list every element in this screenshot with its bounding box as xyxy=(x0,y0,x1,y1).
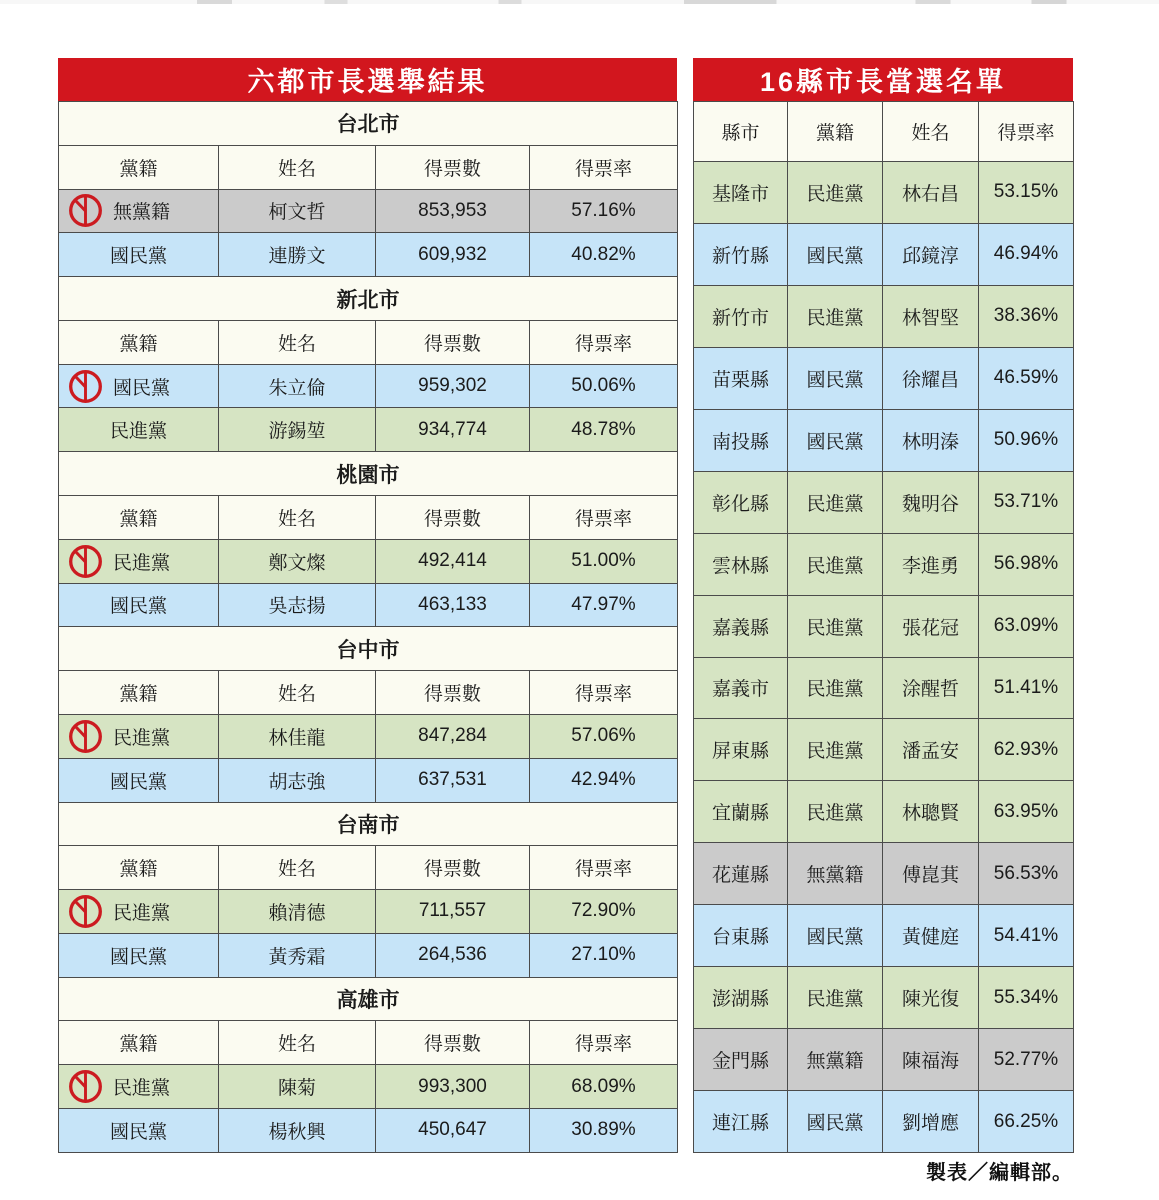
candidate-row xyxy=(59,714,678,758)
party-label: 國民黨 xyxy=(109,771,167,793)
vote-share-cell: 66.25% xyxy=(979,1091,1074,1153)
city-section-row xyxy=(59,977,678,1021)
vote-share-cell: 53.71% xyxy=(979,471,1074,533)
county-row xyxy=(694,409,1074,471)
vote-share-cell: 72.90% xyxy=(530,890,678,934)
column-header-cell: 姓名 xyxy=(219,1021,376,1065)
candidate-name-cell: 徐耀昌 xyxy=(883,347,979,409)
vote-share-cell: 57.16% xyxy=(530,189,678,233)
county-cell: 苗栗縣 xyxy=(694,347,788,409)
party-cell: 國民黨 xyxy=(788,905,883,967)
vote-share-cell: 62.93% xyxy=(979,719,1074,781)
candidate-name-cell: 林智堅 xyxy=(883,285,979,347)
column-header-cell: 得票率 xyxy=(530,496,678,540)
votes-cell: 711,557 xyxy=(376,890,530,934)
party-cell xyxy=(59,714,219,758)
city-section-header: 高雄市 xyxy=(59,977,678,1021)
winner-party-wrap xyxy=(59,893,218,930)
party-wrap xyxy=(110,416,167,443)
six-municipalities-title: 六都市長選舉結果 xyxy=(58,58,677,101)
votes-cell: 609,932 xyxy=(376,233,530,277)
candidate-row xyxy=(59,539,678,583)
county-row xyxy=(694,533,1074,595)
vote-share-cell: 56.98% xyxy=(979,533,1074,595)
county-row xyxy=(694,905,1074,967)
county-cell: 新竹市 xyxy=(694,285,788,347)
candidate-row xyxy=(59,364,678,408)
top-crop-artifact xyxy=(0,0,1159,4)
party-label: 國民黨 xyxy=(109,1121,167,1143)
vote-share-cell: 47.97% xyxy=(530,583,678,627)
candidate-name-cell: 傅崑萁 xyxy=(883,843,979,905)
six-municipalities-table xyxy=(58,101,678,1153)
candidate-name-cell: 柯文哲 xyxy=(219,189,376,233)
winner-party-wrap xyxy=(59,1068,218,1105)
party-wrap xyxy=(110,767,167,794)
vote-share-cell: 51.41% xyxy=(979,657,1074,719)
vote-share-cell: 56.53% xyxy=(979,843,1074,905)
column-header-cell: 黨籍 xyxy=(59,145,219,189)
winner-party-wrap xyxy=(59,192,218,229)
vote-share-cell: 42.94% xyxy=(530,758,678,802)
candidate-name-cell: 涂醒哲 xyxy=(883,657,979,719)
party-cell xyxy=(59,758,219,802)
city-section-header: 台中市 xyxy=(59,627,678,671)
party-cell xyxy=(59,539,219,583)
party-cell: 民進黨 xyxy=(788,285,883,347)
candidate-name-cell: 連勝文 xyxy=(219,233,376,277)
votes-cell: 959,302 xyxy=(376,364,530,408)
county-cell: 屏東縣 xyxy=(694,719,788,781)
votes-cell: 492,414 xyxy=(376,539,530,583)
votes-cell: 847,284 xyxy=(376,714,530,758)
candidate-name-cell: 陳光復 xyxy=(883,967,979,1029)
party-cell: 民進黨 xyxy=(788,533,883,595)
candidate-row xyxy=(59,583,678,627)
votes-cell: 934,774 xyxy=(376,408,530,452)
county-row xyxy=(694,843,1074,905)
city-section-row xyxy=(59,277,678,321)
county-cell: 嘉義市 xyxy=(694,657,788,719)
vote-share-cell: 52.77% xyxy=(979,1029,1074,1091)
city-section-header: 桃園市 xyxy=(59,452,678,496)
column-header-cell: 得票率 xyxy=(530,846,678,890)
party-cell xyxy=(59,890,219,934)
vote-share-cell: 63.09% xyxy=(979,595,1074,657)
party-cell: 無黨籍 xyxy=(788,1029,883,1091)
city-section-row xyxy=(59,102,678,146)
county-cell: 連江縣 xyxy=(694,1091,788,1153)
column-header-row xyxy=(694,102,1074,162)
candidate-name-cell: 林聰賢 xyxy=(883,781,979,843)
column-header-row xyxy=(59,671,678,715)
votes-cell: 264,536 xyxy=(376,933,530,977)
candidate-row xyxy=(59,1065,678,1109)
city-section-row xyxy=(59,627,678,671)
party-cell: 國民黨 xyxy=(788,347,883,409)
party-cell: 民進黨 xyxy=(788,781,883,843)
vote-share-cell: 40.82% xyxy=(530,233,678,277)
votes-cell: 463,133 xyxy=(376,583,530,627)
vote-share-cell: 63.95% xyxy=(979,781,1074,843)
counties-panel xyxy=(693,58,1073,1153)
column-header-cell: 得票數 xyxy=(376,320,530,364)
column-header-cell: 黨籍 xyxy=(59,496,219,540)
candidate-name-cell: 吳志揚 xyxy=(219,583,376,627)
candidate-row xyxy=(59,890,678,934)
vote-share-cell: 46.59% xyxy=(979,347,1074,409)
candidate-name-cell: 楊秋興 xyxy=(219,1108,376,1152)
column-header-cell: 姓名 xyxy=(219,671,376,715)
candidate-row xyxy=(59,1108,678,1152)
vote-share-cell: 55.34% xyxy=(979,967,1074,1029)
candidate-name-cell: 潘孟安 xyxy=(883,719,979,781)
county-row xyxy=(694,1091,1074,1153)
party-cell: 無黨籍 xyxy=(788,843,883,905)
column-header-cell: 黨籍 xyxy=(59,671,219,715)
city-section-header: 台南市 xyxy=(59,802,678,846)
county-row xyxy=(694,781,1074,843)
county-row xyxy=(694,162,1074,224)
counties-table xyxy=(693,101,1074,1153)
winner-stamp-icon xyxy=(67,192,104,229)
party-wrap xyxy=(110,942,167,969)
winner-party-wrap xyxy=(59,718,218,755)
party-cell: 國民黨 xyxy=(788,409,883,471)
party-label: 國民黨 xyxy=(109,596,167,618)
column-header-cell: 得票數 xyxy=(376,671,530,715)
votes-cell: 450,647 xyxy=(376,1108,530,1152)
party-label: 民進黨 xyxy=(113,552,171,574)
column-header-row xyxy=(59,1021,678,1065)
candidate-name-cell: 陳菊 xyxy=(219,1065,376,1109)
candidate-name-cell: 劉增應 xyxy=(883,1091,979,1153)
party-wrap xyxy=(110,1117,167,1144)
vote-share-cell: 68.09% xyxy=(530,1065,678,1109)
county-cell: 南投縣 xyxy=(694,409,788,471)
party-cell xyxy=(59,189,219,233)
column-header-cell: 黨籍 xyxy=(788,102,883,162)
column-header-cell: 得票率 xyxy=(530,671,678,715)
column-header-cell: 姓名 xyxy=(883,102,979,162)
city-section-row xyxy=(59,802,678,846)
county-cell: 新竹縣 xyxy=(694,223,788,285)
candidate-name-cell: 魏明谷 xyxy=(883,471,979,533)
vote-share-cell: 38.36% xyxy=(979,285,1074,347)
vote-share-cell: 27.10% xyxy=(530,933,678,977)
county-row xyxy=(694,595,1074,657)
city-section-header: 台北市 xyxy=(59,102,678,146)
party-label: 國民黨 xyxy=(113,377,171,399)
candidate-row xyxy=(59,758,678,802)
county-row xyxy=(694,347,1074,409)
vote-share-cell: 54.41% xyxy=(979,905,1074,967)
party-cell xyxy=(59,408,219,452)
candidate-row xyxy=(59,189,678,233)
column-header-row xyxy=(59,145,678,189)
party-wrap xyxy=(110,241,167,268)
winner-party-wrap xyxy=(59,543,218,580)
vote-share-cell: 48.78% xyxy=(530,408,678,452)
column-header-cell: 得票數 xyxy=(376,496,530,540)
counties-title: 16縣市長當選名單 xyxy=(693,58,1073,101)
six-municipalities-panel xyxy=(58,58,677,1153)
county-cell: 澎湖縣 xyxy=(694,967,788,1029)
party-label: 國民黨 xyxy=(109,246,167,268)
column-header-cell: 黨籍 xyxy=(59,1021,219,1065)
party-cell xyxy=(59,1065,219,1109)
party-cell xyxy=(59,933,219,977)
winner-stamp-icon xyxy=(67,893,104,930)
county-cell: 嘉義縣 xyxy=(694,595,788,657)
candidate-name-cell: 黃健庭 xyxy=(883,905,979,967)
column-header-cell: 得票率 xyxy=(530,320,678,364)
column-header-cell: 得票數 xyxy=(376,846,530,890)
county-cell: 基隆市 xyxy=(694,162,788,224)
winner-party-wrap xyxy=(59,368,218,405)
vote-share-cell: 53.15% xyxy=(979,162,1074,224)
county-cell: 彰化縣 xyxy=(694,471,788,533)
party-cell: 民進黨 xyxy=(788,471,883,533)
county-row xyxy=(694,1029,1074,1091)
column-header-cell: 得票數 xyxy=(376,1021,530,1065)
county-cell: 雲林縣 xyxy=(694,533,788,595)
county-row xyxy=(694,719,1074,781)
county-row xyxy=(694,223,1074,285)
winner-stamp-icon xyxy=(67,718,104,755)
party-wrap xyxy=(110,591,167,618)
column-header-cell: 姓名 xyxy=(219,496,376,540)
vote-share-cell: 57.06% xyxy=(530,714,678,758)
county-cell: 金門縣 xyxy=(694,1029,788,1091)
candidate-name-cell: 林佳龍 xyxy=(219,714,376,758)
candidate-name-cell: 鄭文燦 xyxy=(219,539,376,583)
party-cell: 民進黨 xyxy=(788,162,883,224)
party-cell xyxy=(59,364,219,408)
candidate-row xyxy=(59,408,678,452)
votes-cell: 853,953 xyxy=(376,189,530,233)
party-cell xyxy=(59,1108,219,1152)
candidate-name-cell: 陳福海 xyxy=(883,1029,979,1091)
column-header-row xyxy=(59,320,678,364)
candidate-name-cell: 游錫堃 xyxy=(219,408,376,452)
column-header-row xyxy=(59,846,678,890)
column-header-cell: 姓名 xyxy=(219,846,376,890)
county-row xyxy=(694,285,1074,347)
party-cell xyxy=(59,233,219,277)
column-header-cell: 姓名 xyxy=(219,320,376,364)
column-header-cell: 得票數 xyxy=(376,145,530,189)
county-cell: 花蓮縣 xyxy=(694,843,788,905)
column-header-cell: 得票率 xyxy=(530,1021,678,1065)
party-cell: 國民黨 xyxy=(788,1091,883,1153)
candidate-name-cell: 林右昌 xyxy=(883,162,979,224)
party-label: 民進黨 xyxy=(109,421,167,443)
party-label: 民進黨 xyxy=(113,1078,171,1100)
party-cell: 民進黨 xyxy=(788,595,883,657)
vote-share-cell: 46.94% xyxy=(979,223,1074,285)
party-cell: 民進黨 xyxy=(788,719,883,781)
candidate-name-cell: 賴清德 xyxy=(219,890,376,934)
winner-stamp-icon xyxy=(67,1068,104,1105)
candidate-name-cell: 朱立倫 xyxy=(219,364,376,408)
candidate-row xyxy=(59,933,678,977)
party-label: 民進黨 xyxy=(113,902,171,924)
winner-stamp-icon xyxy=(67,368,104,405)
candidate-name-cell: 胡志強 xyxy=(219,758,376,802)
vote-share-cell: 50.96% xyxy=(979,409,1074,471)
party-cell: 民進黨 xyxy=(788,657,883,719)
column-header-cell: 得票率 xyxy=(530,145,678,189)
county-cell: 宜蘭縣 xyxy=(694,781,788,843)
candidate-row xyxy=(59,233,678,277)
votes-cell: 993,300 xyxy=(376,1065,530,1109)
candidate-name-cell: 李進勇 xyxy=(883,533,979,595)
column-header-row xyxy=(59,496,678,540)
county-row xyxy=(694,967,1074,1029)
column-header-cell: 姓名 xyxy=(219,145,376,189)
party-cell: 民進黨 xyxy=(788,967,883,1029)
candidate-name-cell: 張花冠 xyxy=(883,595,979,657)
column-header-cell: 黨籍 xyxy=(59,320,219,364)
vote-share-cell: 50.06% xyxy=(530,364,678,408)
credit-note: 製表／編輯部。 xyxy=(926,1162,1073,1184)
city-section-header: 新北市 xyxy=(59,277,678,321)
county-row xyxy=(694,471,1074,533)
city-section-row xyxy=(59,452,678,496)
column-header-cell: 得票率 xyxy=(979,102,1074,162)
candidate-name-cell: 林明溱 xyxy=(883,409,979,471)
candidate-name-cell: 黃秀霜 xyxy=(219,933,376,977)
winner-stamp-icon xyxy=(67,543,104,580)
party-label: 無黨籍 xyxy=(113,202,171,224)
vote-share-cell: 30.89% xyxy=(530,1108,678,1152)
party-label: 民進黨 xyxy=(113,727,171,749)
county-row xyxy=(694,657,1074,719)
column-header-cell: 黨籍 xyxy=(59,846,219,890)
candidate-name-cell: 邱鏡淳 xyxy=(883,223,979,285)
party-cell: 國民黨 xyxy=(788,223,883,285)
party-label: 國民黨 xyxy=(109,946,167,968)
vote-share-cell: 51.00% xyxy=(530,539,678,583)
party-cell xyxy=(59,583,219,627)
votes-cell: 637,531 xyxy=(376,758,530,802)
county-cell: 台東縣 xyxy=(694,905,788,967)
column-header-cell: 縣市 xyxy=(694,102,788,162)
